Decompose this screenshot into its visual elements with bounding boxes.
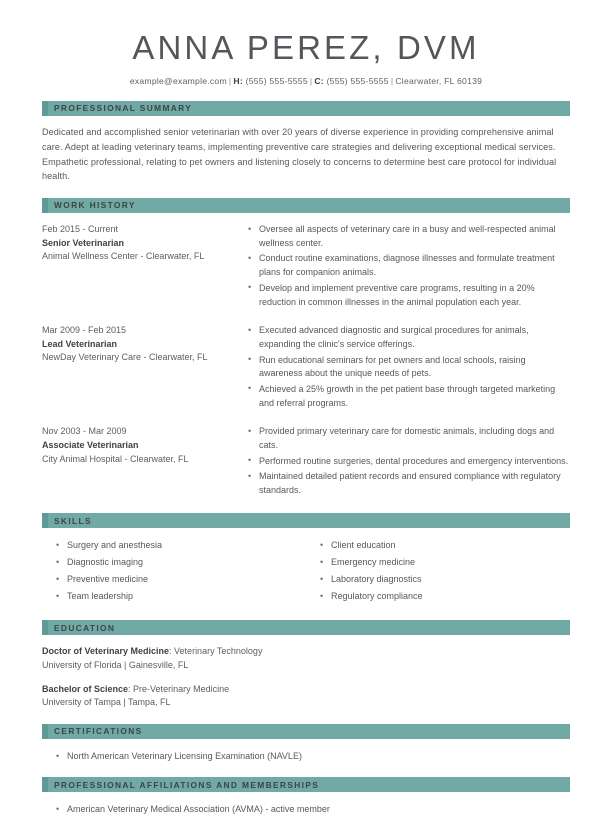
contact-separator: |: [390, 75, 394, 86]
bullet-item: • Oversee all aspects of veterinary care in a busy and well-respected animal wellness center.: [248, 223, 570, 251]
education-school: University of Florida | Gainesville, FL: [42, 659, 189, 670]
skill-item: • Laboratory diagnostics: [320, 572, 570, 587]
bullet-item: • Conduct routine examinations, diagnose illnesses and formulate treatment plans for companion animals.: [248, 252, 570, 280]
job-dates: Mar 2009 - Feb 2015: [42, 325, 127, 336]
bullet-list: [56, 802, 570, 816]
skill-item: • Team leadership: [56, 589, 306, 604]
education-school: University of Tampa | Tampa, FL: [42, 697, 171, 708]
job-title: Senior Veterinarian: [42, 237, 125, 248]
resume-header: [42, 0, 570, 87]
bullet-list: [248, 324, 570, 411]
section-title-affiliations: PROFESSIONAL AFFILIATIONS AND MEMBERSHIPS: [54, 779, 320, 790]
skill-item: • Surgery and anesthesia: [56, 538, 306, 553]
job-dates: Nov 2003 - Mar 2009: [42, 426, 127, 437]
section-title-education: EDUCATION: [54, 622, 116, 633]
job-entry: [42, 324, 570, 412]
education-degree-line: [42, 683, 570, 697]
job-responsibilities: [248, 425, 570, 499]
bullet-item: • Provided primary veterinary care for domestic animals, including dogs and cats.: [248, 425, 570, 453]
bullet-item: • Executed advanced diagnostic and surgical procedures for animals, expanding the clinic's service offerings.: [248, 324, 570, 352]
certification-item: • North American Veterinary Licensing Examination (NAVLE): [56, 749, 570, 763]
affiliations-list: [42, 802, 570, 816]
education-degree: Doctor of Veterinary Medicine: [42, 646, 170, 657]
education-major: : Veterinary Technology: [169, 646, 263, 657]
contact-email[interactable]: example@example.com: [129, 75, 227, 86]
job-meta: [42, 223, 248, 311]
job-entry: [42, 223, 570, 311]
job-organization: Animal Wellness Center - Clearwater, FL: [42, 251, 205, 262]
section-title-work-history: WORK HISTORY: [54, 200, 136, 211]
section-header-affiliations: [42, 777, 570, 792]
education-entry: [42, 683, 570, 710]
bullet-list: [320, 538, 570, 604]
job-title: Associate Veterinarian: [42, 439, 139, 450]
bullet-item: • Performed routine surgeries, dental procedures and emergency interventions.: [248, 455, 570, 469]
job-responsibilities: [248, 223, 570, 311]
job-dates: Feb 2015 - Current: [42, 224, 119, 234]
bullet-list: [56, 538, 306, 604]
contact-line: [42, 76, 570, 87]
section-header-work-history: [42, 198, 570, 213]
candidate-name: ANNA PEREZ, DVM: [132, 29, 480, 66]
job-organization: NewDay Veterinary Care - Clearwater, FL: [42, 352, 208, 363]
skill-item: • Client education: [320, 538, 570, 553]
job-title: Lead Veterinarian: [42, 338, 118, 349]
section-title-skills: SKILLS: [54, 515, 92, 526]
section-header-education: [42, 620, 570, 635]
skill-item: • Preventive medicine: [56, 572, 306, 587]
job-responsibilities: [248, 324, 570, 412]
section-header-skills: [42, 513, 570, 528]
cell-phone-value: (555) 555-5555: [326, 75, 389, 86]
job-entry: [42, 425, 570, 499]
bullet-item: • Run educational seminars for pet owners and local schools, raising awareness about the unique needs of pets.: [248, 354, 570, 382]
education-list: [42, 645, 570, 710]
bullet-list: [248, 223, 570, 310]
job-meta: [42, 324, 248, 412]
bullet-list: [56, 749, 570, 763]
cell-phone-label: C:: [314, 75, 324, 86]
bullet-item: • Develop and implement preventive care programs, resulting in a 20% reduction in common illnesses in the animal population each year.: [248, 282, 570, 310]
education-degree-line: [42, 645, 570, 659]
bullet-list: [248, 425, 570, 498]
contact-separator: |: [228, 75, 232, 86]
section-header-certifications: [42, 724, 570, 739]
section-header-summary: [42, 101, 570, 116]
skills-column-left: [42, 538, 306, 606]
contact-separator: |: [309, 75, 313, 86]
home-phone-value: (555) 555-5555: [245, 75, 308, 86]
section-title-summary: PROFESSIONAL SUMMARY: [54, 103, 193, 114]
contact-location: Clearwater, FL 60139: [395, 75, 483, 86]
skill-item: • Emergency medicine: [320, 555, 570, 570]
work-history-list: [42, 223, 570, 499]
skill-item: • Diagnostic imaging: [56, 555, 306, 570]
section-title-certifications: CERTIFICATIONS: [54, 726, 143, 737]
certifications-list: [42, 749, 570, 763]
education-entry: [42, 645, 570, 672]
job-meta: [42, 425, 248, 499]
affiliation-item: • American Veterinary Medical Association (AVMA) - active member: [56, 802, 570, 816]
skill-item: • Regulatory compliance: [320, 589, 570, 604]
summary-text: Dedicated and accomplished senior veterinarian with over 20 years of diverse experience in providing comprehensive animal care. Adept at leading veterinary teams, implementing preventive care strategies and delivering exceptional medical services. Empathetic professional, relating to pet owners and listening closely to concerns to determine best care protocol for individual health.: [42, 127, 557, 182]
skills-column-right: [306, 538, 570, 606]
bullet-item: • Achieved a 25% growth in the pet patient base through targeted marketing and referral programs.: [248, 383, 570, 411]
education-major: : Pre-Veterinary Medicine: [128, 683, 230, 694]
bullet-item: • Maintained detailed patient records and ensured compliance with regulatory standards.: [248, 470, 570, 498]
job-organization: City Animal Hospital - Clearwater, FL: [42, 453, 189, 464]
skills-grid: [42, 538, 570, 606]
home-phone-label: H:: [233, 75, 243, 86]
education-degree: Bachelor of Science: [42, 683, 129, 694]
